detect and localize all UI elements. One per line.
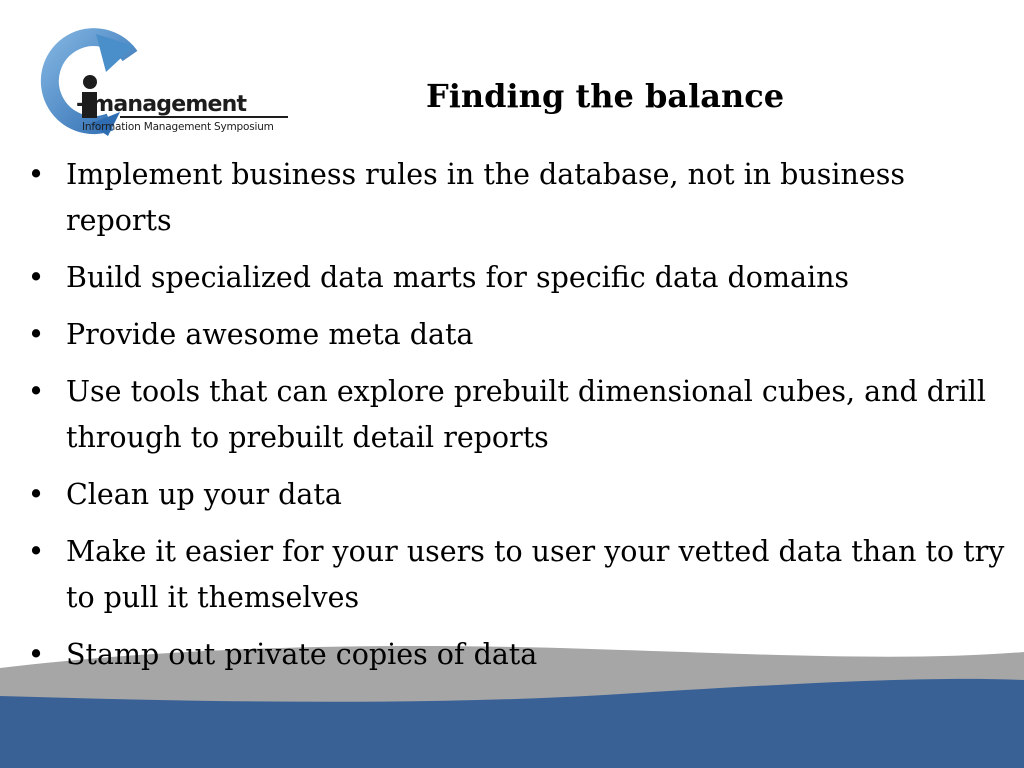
logo-subtitle: Information Management Symposium [82, 121, 274, 133]
letter-i-dot [83, 75, 97, 89]
bullet-text: Use tools that can explore prebuilt dimensional cubes, and drill through to prebuilt detail reports [66, 375, 986, 454]
bullet-icon: • [27, 261, 45, 294]
bullet-item [24, 632, 1014, 678]
bullet-item [24, 152, 1014, 244]
bullet-text: Make it easier for your users to user your vetted data than to try to pull it themselves [66, 535, 1005, 614]
bullet-icon: • [27, 158, 45, 191]
bullet-item [24, 255, 1014, 301]
bullet-item [24, 472, 1014, 518]
slide-title: Finding the balance [426, 77, 785, 115]
bullet-list [24, 152, 1014, 689]
bullet-icon: • [27, 478, 45, 511]
bullet-icon: • [27, 375, 45, 408]
bullet-icon: • [27, 638, 45, 671]
bullet-text: Clean up your data [66, 478, 342, 511]
bullet-item [24, 369, 1014, 461]
bullet-text: Provide awesome meta data [66, 318, 474, 351]
bullet-icon: • [27, 535, 45, 568]
bullet-item [24, 312, 1014, 358]
bullet-item [24, 529, 1014, 621]
bullet-text: Build specialized data marts for specific data domains [66, 261, 850, 294]
i-management-logo [30, 26, 292, 138]
bullet-text: Stamp out private copies of data [66, 638, 538, 671]
bullet-icon: • [27, 318, 45, 351]
bullet-text: Implement business rules in the database, not in business reports [66, 158, 905, 237]
logo-wordmark: - management [76, 92, 247, 117]
